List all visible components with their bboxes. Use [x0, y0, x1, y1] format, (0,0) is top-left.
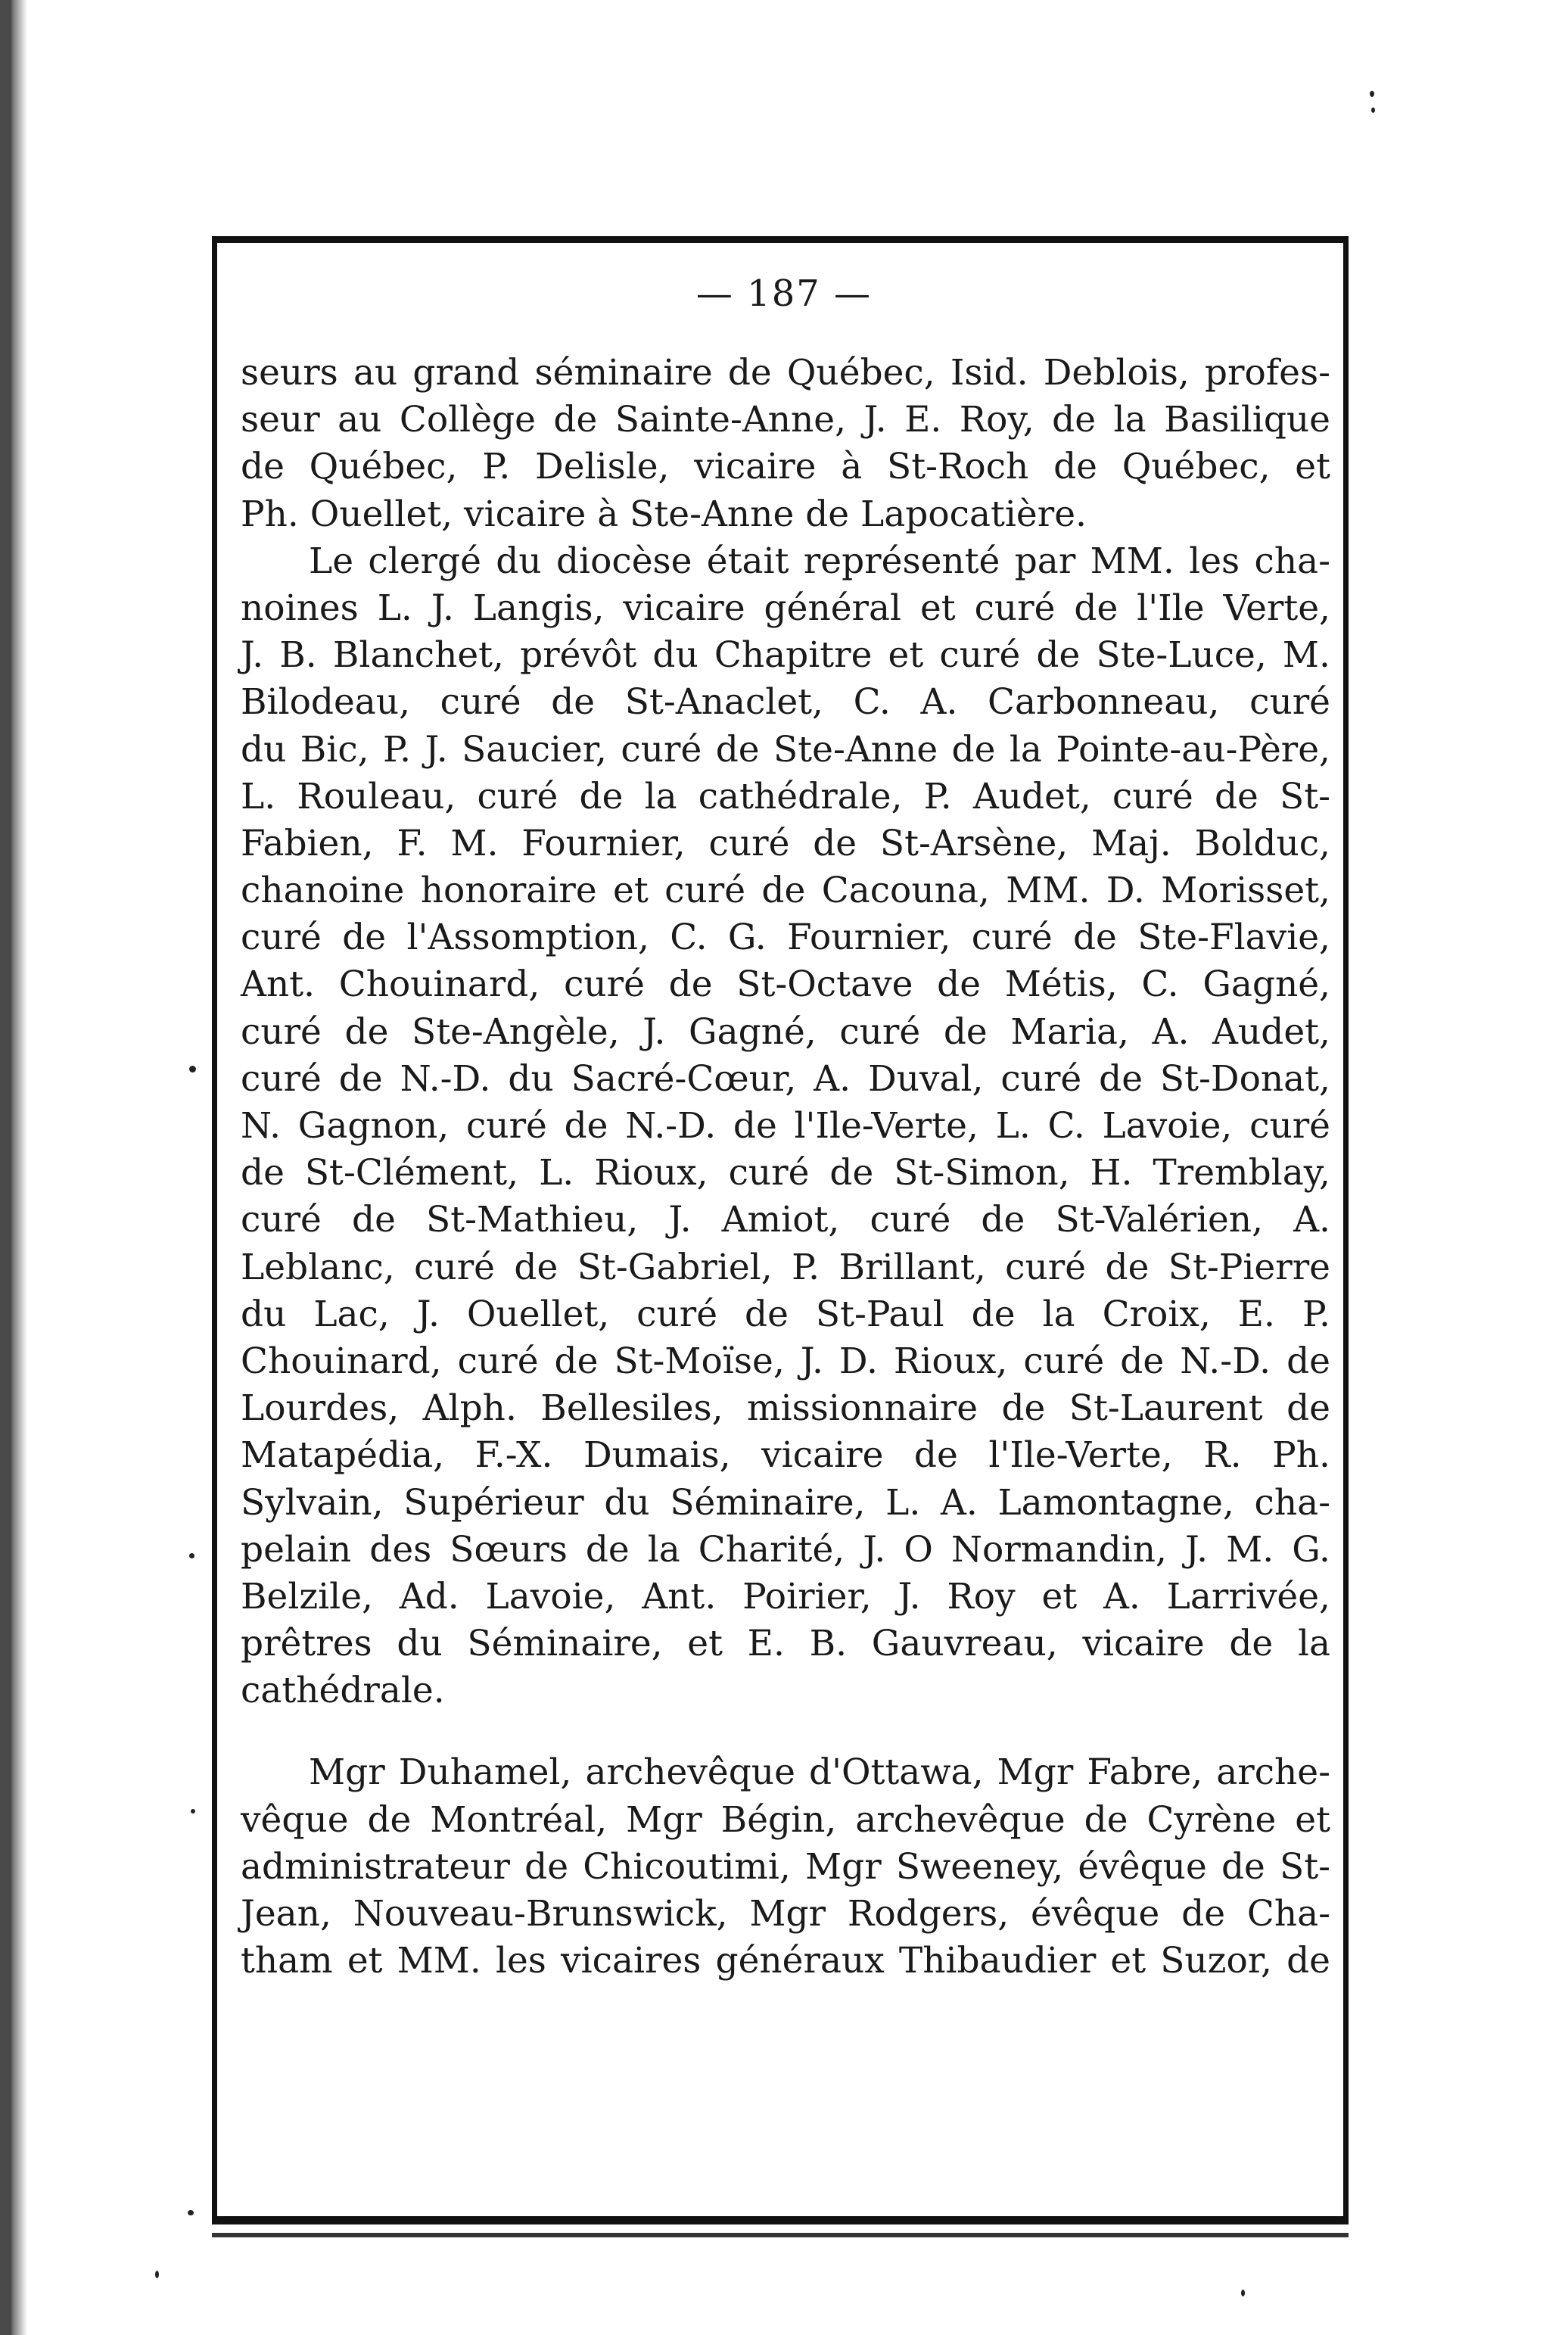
- scan-speck: [188, 2210, 194, 2215]
- paragraph-3: [241, 1749, 1330, 1985]
- text-line: tham et MM. les vicaires généraux Thibaudier et Suzor, de: [241, 1940, 1330, 1982]
- scan-speck: [155, 2271, 159, 2278]
- text-line: Sylvain, Supérieur du Séminaire, L. A. Lamontagne, cha-: [241, 1481, 1330, 1524]
- page-number: — 187 —: [695, 272, 873, 315]
- text-line: Le clergé du diocèse était représenté par MM. les cha-: [309, 540, 1330, 582]
- text-line: Bilodeau, curé de St-Anaclet, C. A. Carbonneau, curé: [241, 681, 1330, 724]
- text-line: curé de l'Assomption, C. G. Fournier, curé de Ste-Flavie,: [241, 917, 1330, 959]
- paragraph-1: [241, 350, 1330, 538]
- text-line: Lourdes, Alph. Bellesiles, missionnaire de St-Laurent de: [241, 1387, 1330, 1430]
- text-line: pelain des Sœurs de la Charité, J. O Normandin, J. M. G.: [241, 1528, 1330, 1571]
- text-line: Ant. Chouinard, curé de St-Octave de Métis, C. Gagné,: [241, 964, 1330, 1006]
- text-line: Belzile, Ad. Lavoie, Ant. Poirier, J. Roy et A. Larrivée,: [241, 1575, 1330, 1617]
- text-line: seur au Collège de Sainte-Anne, J. E. Roy, de la Basilique: [241, 399, 1330, 441]
- scan-speck: [1371, 107, 1375, 113]
- text-line: prêtres du Séminaire, et E. B. Gauvreau, vicaire de la: [241, 1623, 1330, 1665]
- text-line: J. B. Blanchet, prévôt du Chapitre et curé de Ste-Luce, M.: [241, 634, 1330, 677]
- text-line: L. Rouleau, curé de la cathédrale, P. Audet, curé de St-: [241, 775, 1330, 817]
- text-line: Leblanc, curé de St-Gabriel, P. Brillant, curé de St-Pierre: [241, 1246, 1330, 1288]
- text-line: cathédrale.: [241, 1670, 445, 1712]
- text-line: vêque de Montréal, Mgr Bégin, archevêque de Cyrène et: [241, 1798, 1330, 1841]
- body-text: [241, 350, 1330, 1985]
- text-line: Mgr Duhamel, archevêque d'Ottawa, Mgr Fabre, arche-: [309, 1751, 1330, 1794]
- scan-speck: [189, 1066, 196, 1073]
- text-line: curé de N.-D. du Sacré-Cœur, A. Duval, curé de St-Donat,: [241, 1057, 1330, 1100]
- paragraph-spacer: [241, 1714, 1330, 1749]
- text-line: administrateur de Chicoutimi, Mgr Sweeney, évêque de St-: [241, 1845, 1330, 1888]
- text-line: Ph. Ouellet, vicaire à Ste-Anne de Lapocatière.: [241, 493, 1087, 535]
- scan-speck: [1370, 91, 1374, 97]
- text-line: de St-Clément, L. Rioux, curé de St-Simon, H. Tremblay,: [241, 1152, 1330, 1194]
- scan-speck: [191, 1809, 195, 1814]
- scan-speck: [189, 1553, 194, 1558]
- text-line: Matapédia, F.-X. Dumais, vicaire de l'Ile-Verte, R. Ph.: [241, 1434, 1330, 1477]
- text-line: de Québec, P. Delisle, vicaire à St-Roch de Québec, et: [241, 446, 1330, 488]
- text-line: seurs au grand séminaire de Québec, Isid. Deblois, profes-: [241, 352, 1330, 394]
- text-line: du Bic, P. J. Saucier, curé de Ste-Anne de la Pointe-au-Père,: [241, 728, 1330, 771]
- text-line: curé de St-Mathieu, J. Amiot, curé de St-Valérien, A.: [241, 1199, 1330, 1241]
- text-line: Fabien, F. M. Fournier, curé de St-Arsène, Maj. Bolduc,: [241, 822, 1330, 864]
- text-line: N. Gagnon, curé de N.-D. de l'Ile-Verte, L. C. Lavoie, curé: [241, 1105, 1330, 1147]
- scan-edge: [0, 0, 27, 2335]
- text-line: chanoine honoraire et curé de Cacouna, MM. D. Morisset,: [241, 870, 1330, 912]
- text-line: curé de Ste-Angèle, J. Gagné, curé de Maria, A. Audet,: [241, 1010, 1330, 1053]
- text-line: noines L. J. Langis, vicaire général et curé de l'Ile Verte,: [241, 587, 1330, 629]
- scan-speck: [1241, 2290, 1245, 2296]
- text-line: Chouinard, curé de St-Moïse, J. D. Rioux, curé de N.-D. de: [241, 1340, 1330, 1382]
- text-line: Jean, Nouveau-Brunswick, Mgr Rodgers, évêque de Cha-: [241, 1893, 1330, 1935]
- paragraph-2: [241, 538, 1330, 1715]
- text-line: du Lac, J. Ouellet, curé de St-Paul de la Croix, E. P.: [241, 1293, 1330, 1335]
